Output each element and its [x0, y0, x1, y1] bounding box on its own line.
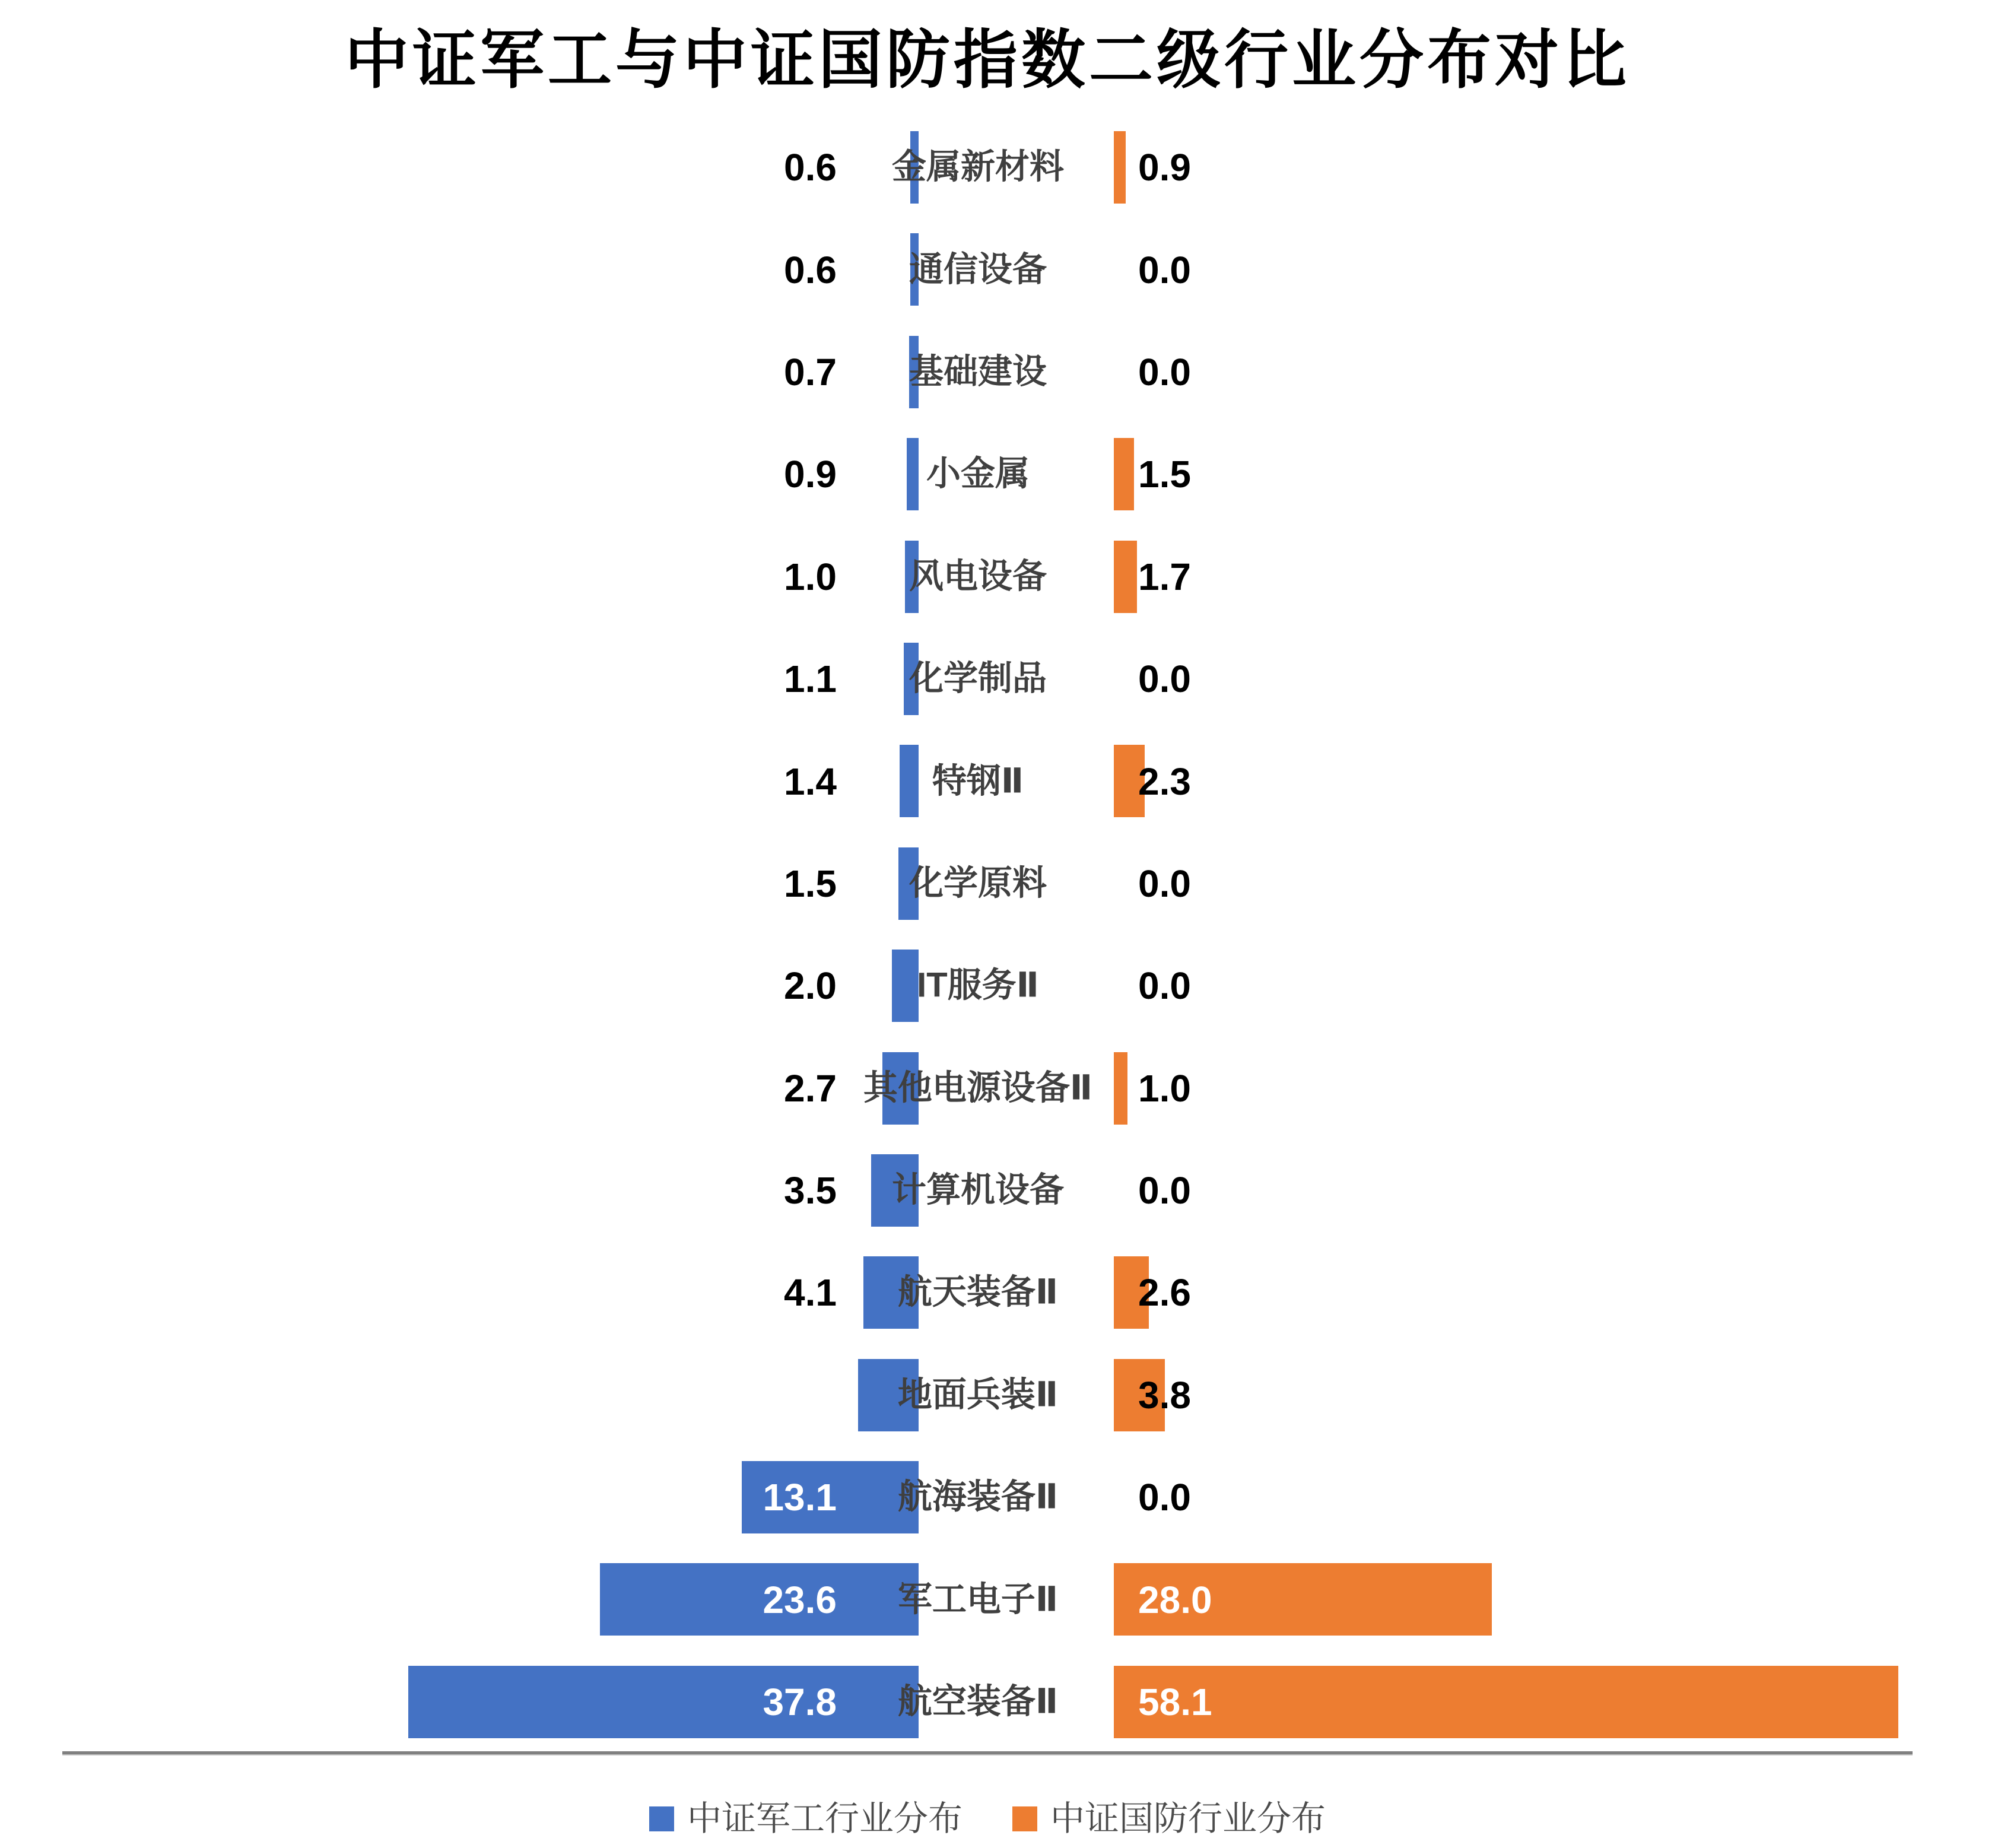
chart-row: [62, 1139, 1913, 1241]
plot-area: [62, 116, 1913, 1754]
right-value-label: 2.3: [1138, 760, 1191, 803]
right-value-label: 1.0: [1138, 1066, 1191, 1110]
left-value-label: 1.0: [784, 555, 837, 598]
legend-label: 中证国防行业分布: [1050, 1799, 1326, 1838]
legend-swatch-icon: [1012, 1806, 1037, 1831]
left-value-label: 1.4: [784, 760, 837, 803]
right-value-label: 0.9: [1138, 146, 1191, 189]
left-value-label: 37.8: [763, 1681, 837, 1724]
category-label: 化学原料: [909, 863, 1047, 903]
legend-label: 中证军工行业分布: [687, 1799, 963, 1838]
bar-中证国防行业分布-航空装备Ⅱ: [1114, 1666, 1898, 1738]
category-label: 航空装备Ⅱ: [897, 1682, 1059, 1721]
category-label: 化学制品: [909, 659, 1047, 698]
right-value-label: 1.7: [1138, 555, 1191, 598]
left-value-label: 0.7: [784, 350, 837, 393]
category-label: 航天装备Ⅱ: [897, 1273, 1059, 1312]
category-label: 金属新材料: [891, 147, 1064, 186]
right-value-label: 58.1: [1138, 1681, 1212, 1724]
left-value-label: 3.5: [784, 1169, 837, 1212]
chart-row: [62, 1446, 1913, 1548]
left-value-label: 0.6: [784, 146, 837, 189]
chart-row: [62, 423, 1913, 525]
left-value-label: 2.7: [784, 1066, 837, 1110]
category-label: IT服务Ⅱ: [917, 966, 1039, 1005]
right-value-label: 0.0: [1138, 964, 1191, 1008]
left-value-label: 1.5: [784, 862, 837, 905]
chart-row: [62, 218, 1913, 320]
category-label: 基础建设: [909, 352, 1047, 391]
right-value-label: 0.0: [1138, 350, 1191, 393]
right-value-label: 0.0: [1138, 248, 1191, 291]
chart-row: [62, 833, 1913, 935]
legend-item-中证国防行业分布: [1012, 1799, 1326, 1838]
right-value-label: 0.0: [1138, 1476, 1191, 1519]
category-label: 通信设备: [909, 250, 1047, 289]
x-axis-line: [62, 1751, 1913, 1755]
left-value-label: 2.0: [784, 964, 837, 1008]
right-value-label: 2.6: [1138, 1271, 1191, 1314]
left-value-label: 4.5: [784, 1373, 837, 1417]
category-label: 军工电子Ⅱ: [897, 1580, 1059, 1619]
category-label: 计算机设备: [891, 1170, 1064, 1209]
category-label: 航海装备Ⅱ: [897, 1477, 1059, 1516]
chart-row: [62, 1651, 1913, 1753]
chart-row: [62, 116, 1913, 218]
category-label: 特钢Ⅱ: [932, 761, 1024, 801]
chart-row: [62, 526, 1913, 628]
right-value-label: 0.0: [1138, 862, 1191, 905]
right-value-label: 3.8: [1138, 1373, 1191, 1417]
category-label: 其他电源设备Ⅱ: [863, 1068, 1093, 1107]
chart-row: [62, 1037, 1913, 1139]
left-value-label: 23.6: [763, 1578, 837, 1621]
chart-row: [62, 628, 1913, 730]
chart-row: [62, 1241, 1913, 1344]
left-value-label: 0.9: [784, 453, 837, 496]
legend-swatch-icon: [649, 1806, 674, 1831]
legend-item-中证军工行业分布: [649, 1799, 963, 1838]
left-value-label: 1.1: [784, 658, 837, 701]
chart-row: [62, 1548, 1913, 1650]
right-value-label: 0.0: [1138, 658, 1191, 701]
category-label: 风电设备: [909, 557, 1047, 596]
left-value-label: 0.6: [784, 248, 837, 291]
category-label: 地面兵装Ⅱ: [897, 1375, 1059, 1414]
category-label: 小金属: [926, 455, 1030, 494]
right-value-label: 1.5: [1138, 453, 1191, 496]
chart-title: 中证军工与中证国防指数二级行业分布对比: [344, 24, 1630, 96]
legend: [62, 1799, 1913, 1838]
left-value-label: 13.1: [763, 1476, 837, 1519]
chart-row: [62, 321, 1913, 423]
chart-row: [62, 730, 1913, 832]
right-value-label: 0.0: [1138, 1169, 1191, 1212]
left-value-label: 4.1: [784, 1271, 837, 1314]
right-value-label: 28.0: [1138, 1578, 1212, 1621]
chart-row: [62, 1344, 1913, 1446]
chart-row: [62, 935, 1913, 1037]
